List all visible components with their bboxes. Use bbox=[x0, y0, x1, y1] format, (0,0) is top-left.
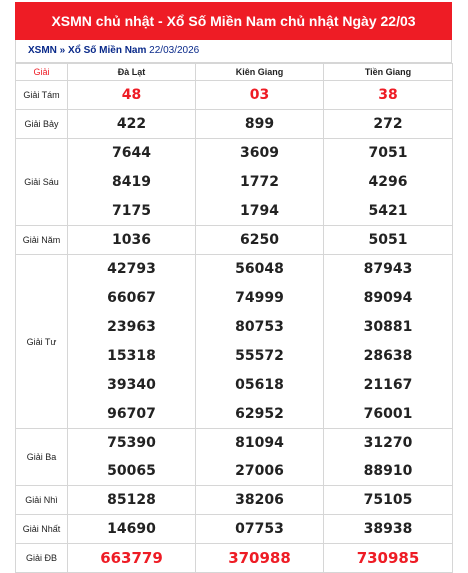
result-number: 5051 bbox=[368, 232, 408, 248]
prize-label: Giải Sáu bbox=[16, 139, 68, 226]
result-number: 42793 bbox=[107, 261, 156, 278]
result-cell bbox=[324, 255, 453, 429]
prize-label: Giải ĐB bbox=[16, 544, 68, 573]
breadcrumb bbox=[15, 40, 452, 63]
result-cell bbox=[324, 486, 453, 515]
result-number: 07753 bbox=[235, 521, 284, 537]
result-number: 05618 bbox=[235, 376, 284, 393]
result-number: 85128 bbox=[107, 492, 156, 508]
result-number: 272 bbox=[373, 116, 403, 132]
prize-column-header: Giải bbox=[16, 64, 68, 81]
prize-row-giai-nhi bbox=[16, 486, 453, 515]
result-number: 663779 bbox=[100, 549, 163, 567]
result-number: 88910 bbox=[363, 463, 413, 479]
result-cell bbox=[196, 255, 324, 429]
page-title: XSMN chủ nhật - Xổ Số Miền Nam chủ nhật Ngày 22/03 bbox=[15, 2, 452, 40]
result-cell bbox=[68, 255, 196, 429]
result-number: 27006 bbox=[235, 463, 284, 479]
result-number: 80753 bbox=[235, 319, 284, 336]
result-number: 370988 bbox=[228, 549, 291, 567]
result-cell bbox=[324, 81, 453, 110]
result-number: 38 bbox=[378, 87, 398, 103]
result-cell bbox=[196, 110, 324, 139]
result-cell bbox=[324, 226, 453, 255]
result-number: 96707 bbox=[107, 405, 156, 422]
result-cell bbox=[196, 544, 324, 573]
prize-label: Giải Nhất bbox=[16, 515, 68, 544]
result-number: 15318 bbox=[107, 347, 156, 364]
breadcrumb-home-link[interactable]: XSMN bbox=[28, 45, 57, 56]
result-number: 422 bbox=[116, 116, 147, 132]
result-cell bbox=[196, 486, 324, 515]
result-number: 8419 bbox=[112, 173, 151, 190]
breadcrumb-separator: » bbox=[56, 45, 69, 56]
result-number: 50065 bbox=[107, 463, 156, 479]
result-number: 28638 bbox=[363, 347, 413, 364]
prize-row-giai-db bbox=[16, 544, 453, 573]
result-number: 3609 bbox=[240, 145, 279, 162]
result-number: 62952 bbox=[235, 405, 284, 422]
result-number: 30881 bbox=[363, 319, 413, 336]
result-number: 14690 bbox=[107, 521, 156, 537]
result-cell bbox=[196, 139, 324, 226]
result-cell bbox=[324, 429, 453, 486]
result-number: 38938 bbox=[363, 521, 413, 537]
results-table bbox=[15, 63, 453, 573]
result-cell bbox=[324, 110, 453, 139]
result-number: 21167 bbox=[363, 376, 413, 393]
prize-label: Giải Năm bbox=[16, 226, 68, 255]
result-number: 730985 bbox=[356, 549, 420, 567]
table-header-row bbox=[16, 64, 453, 81]
result-cell bbox=[68, 544, 196, 573]
result-number: 66067 bbox=[107, 290, 156, 307]
result-number: 75105 bbox=[363, 492, 413, 508]
result-cell bbox=[324, 515, 453, 544]
prize-row-giai-nhat bbox=[16, 515, 453, 544]
result-cell bbox=[68, 486, 196, 515]
breadcrumb-date: 22/03/2026 bbox=[146, 45, 200, 56]
prize-row-giai-ba bbox=[16, 429, 453, 486]
result-cell bbox=[196, 429, 324, 486]
result-cell bbox=[68, 429, 196, 486]
prize-row-giai-tu bbox=[16, 255, 453, 429]
prize-row-giai-nam bbox=[16, 226, 453, 255]
prize-row-giai-sau bbox=[16, 139, 453, 226]
result-cell bbox=[324, 139, 453, 226]
result-number: 7644 bbox=[112, 145, 151, 162]
result-number: 4296 bbox=[368, 173, 408, 190]
prize-label: Giải Bảy bbox=[16, 110, 68, 139]
result-cell bbox=[196, 81, 324, 110]
result-number: 56048 bbox=[235, 261, 284, 278]
result-number: 1794 bbox=[240, 202, 279, 219]
result-number: 23963 bbox=[107, 319, 156, 336]
result-cell bbox=[196, 226, 324, 255]
result-number: 03 bbox=[249, 87, 270, 103]
result-number: 55572 bbox=[235, 347, 284, 364]
result-number: 1772 bbox=[240, 173, 279, 190]
result-number: 7051 bbox=[368, 145, 408, 162]
results-container bbox=[15, 2, 452, 573]
result-number: 87943 bbox=[363, 261, 413, 278]
result-cell bbox=[68, 515, 196, 544]
prize-label: Giải Tám bbox=[16, 81, 68, 110]
result-number: 89094 bbox=[363, 290, 413, 307]
prize-row-giai-bay bbox=[16, 110, 453, 139]
prize-label: Giải Tư bbox=[16, 255, 68, 429]
result-number: 38206 bbox=[235, 492, 284, 508]
result-cell bbox=[68, 139, 196, 226]
result-cell bbox=[68, 81, 196, 110]
result-number: 76001 bbox=[363, 405, 413, 422]
result-number: 6250 bbox=[240, 232, 279, 248]
result-cell bbox=[324, 544, 453, 573]
prize-row-giai-tam bbox=[16, 81, 453, 110]
result-number: 75390 bbox=[107, 435, 156, 451]
province-header-da-lat[interactable]: Đà Lạt bbox=[68, 64, 196, 81]
result-number: 1036 bbox=[112, 232, 151, 248]
result-cell bbox=[68, 226, 196, 255]
result-cell bbox=[196, 515, 324, 544]
result-number: 39340 bbox=[107, 376, 156, 393]
prize-label: Giải Ba bbox=[16, 429, 68, 486]
province-header-kien-giang[interactable]: Kiên Giang bbox=[196, 64, 324, 81]
result-number: 81094 bbox=[235, 435, 284, 451]
breadcrumb-section-link[interactable]: Xổ Số Miền Nam bbox=[68, 45, 147, 56]
result-number: 899 bbox=[244, 116, 275, 132]
result-number: 7175 bbox=[112, 202, 151, 219]
prize-label: Giải Nhì bbox=[16, 486, 68, 515]
result-number: 74999 bbox=[235, 290, 284, 307]
province-header-tien-giang[interactable]: Tiền Giang bbox=[324, 64, 453, 81]
result-cell bbox=[68, 110, 196, 139]
result-number: 5421 bbox=[368, 202, 408, 219]
result-number: 31270 bbox=[363, 435, 413, 451]
result-number: 48 bbox=[121, 87, 142, 103]
